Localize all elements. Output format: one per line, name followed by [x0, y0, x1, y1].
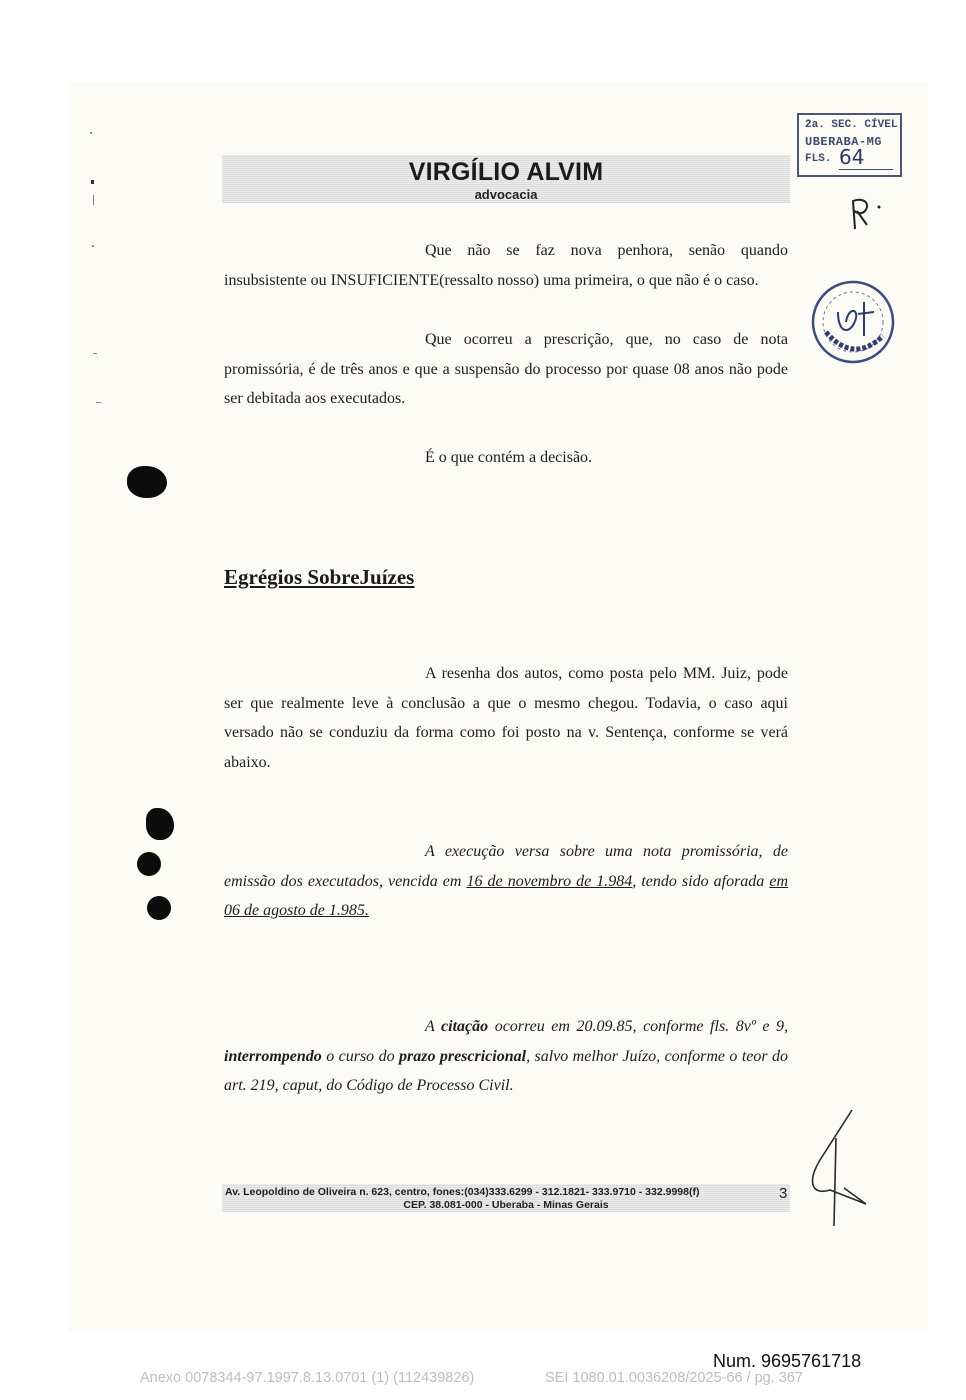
- watermark-annex: Anexo 0078344-97.1997.8.13.0701 (1) (112439826): [140, 1370, 475, 1386]
- watermark: [140, 1370, 803, 1386]
- letterhead-footer: [222, 1184, 790, 1212]
- document-id: Num. 9695761718: [713, 1351, 862, 1371]
- handwritten-initial-icon: [845, 195, 885, 231]
- scan-mark: [90, 132, 92, 134]
- paragraph-penhora: Que não se faz nova penhora, senão quando insubsistente ou INSUFICIENTE(ressalto nosso) uma primeira, o que não é o caso.: [224, 242, 788, 289]
- stamp-city: UBERABA-MG: [805, 135, 883, 149]
- firm-name: VIRGÍLIO ALVIM: [408, 158, 604, 186]
- punch-hole: [147, 896, 171, 920]
- paragraph-execucao: A execução versa sobre uma nota promissória, de emissão dos executados, vencida em 16 de novembro de 1.984, tendo sido aforada em 06 de agosto de 1.985.: [224, 843, 789, 919]
- watermark-sei: SEI 1080.01.0036208/2025-66 / pg. 367: [545, 1370, 803, 1386]
- page-number: 3: [779, 1185, 788, 1202]
- scan-mark: [92, 245, 94, 247]
- paragraph-decisao: É o que contém a decisão.: [425, 449, 593, 466]
- due-date: 16 de novembro de 1.984: [466, 872, 633, 890]
- paragraph-citacao: A citação ocorreu em 20.09.85, conforme fls. 8vº e 9, interrompendo o curso do prazo prescricional, salvo melhor Juízo, conforme o teor do art. 219, caput, do Código de Processo Civil.: [224, 1018, 789, 1094]
- firm-subtitle: advocacia: [474, 187, 538, 202]
- stamp-section: 2a. SEC. CÍVEL: [805, 119, 898, 131]
- stamp-page-number: 64: [839, 145, 893, 170]
- scan-mark: [96, 402, 101, 403]
- scan-mark: [93, 353, 97, 354]
- footer-address: Av. Leopoldino de Oliveira n. 623, centro, fones:(034)333.6299 - 312.1821- 333.9710 - 332.9998(f): [225, 1186, 700, 1198]
- section-heading: Egrégios SobreJuízes: [224, 565, 415, 589]
- court-page-stamp: [797, 113, 902, 177]
- punch-hole: [137, 852, 161, 876]
- filing-date: em 06 de agosto de 1.985.: [224, 872, 789, 919]
- scan-mark: [93, 195, 94, 205]
- footer-cep: CEP. 38.081-000 - Uberaba - Minas Gerais: [403, 1199, 609, 1211]
- punch-hole: [146, 808, 174, 840]
- paragraph-resenha: A resenha dos autos, como posta pelo MM. Juiz, pode ser que realmente leve à conclusão a que o mesmo chegou. Todavia, o caso aqui versado não se conduziu da forma como foi posto na v. Sentença, conforme se verá abaixo.: [224, 665, 788, 771]
- punch-hole: [127, 466, 167, 498]
- stamp-fls-label: FLS.: [805, 153, 832, 165]
- signature-icon: [800, 1108, 880, 1228]
- letterhead: [222, 155, 790, 203]
- scan-mark: [91, 180, 94, 184]
- paragraph-prescricao: Que ocorreu a prescrição, que, no caso de nota promissória, é de três anos e que a suspensão do processo por quase 08 anos não pode ser debitada aos executados.: [224, 331, 788, 407]
- court-seal-icon: [808, 272, 898, 372]
